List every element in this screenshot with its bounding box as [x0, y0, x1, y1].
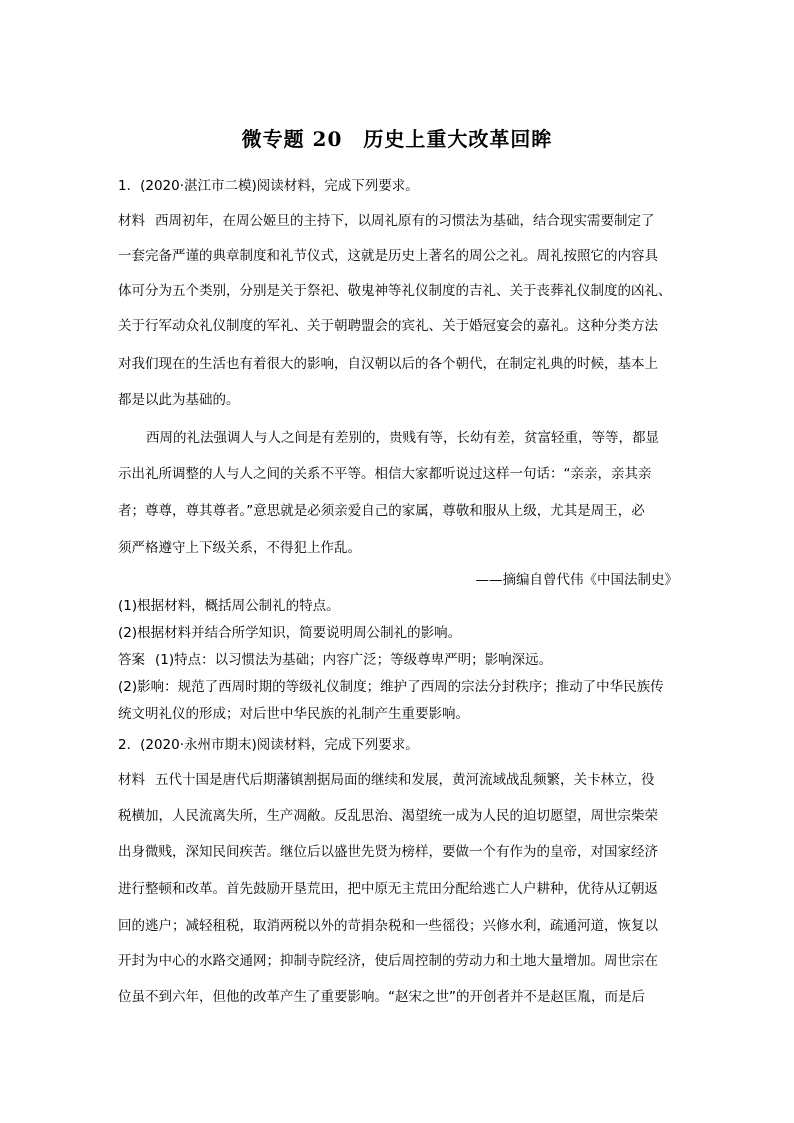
q2-material-line: 开封为中心的水路交通网；抑制寺院经济，使后周控制的劳动力和土地大量增加。周世宗在: [118, 953, 658, 969]
q1-material-line: 一套完备严谨的典章制度和礼节仪式，这就是历史上著名的周公之礼。周礼按照它的内容具: [118, 248, 658, 264]
q2-material-line: 进行整顿和改革。首先鼓励开垦荒田，把中原无主荒田分配给逃亡人户耕种，优待从辽朝返: [118, 881, 658, 897]
q2-material-line: 材料 五代十国是唐代后期藩镇割据局面的继续和发展，黄河流域战乱频繁，关卡林立，役: [118, 772, 655, 788]
answer-line: 统文明礼仪的形成；对后世中华民族的礼制产生重要影响。: [118, 706, 469, 722]
sub-question-2: (2)根据材料并结合所学知识，简要说明周公制礼的影响。: [118, 625, 462, 641]
q1-material-line: 材料 西周初年，在周公姬旦的主持下，以周礼原有的习惯法为基础，结合现实需要制定了: [118, 213, 655, 229]
answer-line: 答案 (1)特点：以习惯法为基础；内容广泛；等级尊卑严明；影响深远。: [118, 652, 553, 668]
q2-material-line: 出身微贱，深知民间疾苦。继位后以盛世先贤为榜样，要做一个有作为的皇帝，对国家经济: [118, 844, 658, 860]
material-label: 材料: [118, 772, 145, 788]
q1-material-line: 对我们现在的生活也有着很大的影响，自汉朝以后的各个朝代，在制定礼典的时候，基本上: [118, 356, 658, 372]
q1-paragraph-2-line: 示出礼所调整的人与人之间的关系不平等。相信大家都听说过这样一句话：“亲亲，亲其亲: [118, 466, 652, 482]
answer-label: 答案: [118, 652, 145, 668]
question-2-prompt: 2．(2020·永州市期末)阅读材料，完成下列要求。: [118, 737, 419, 753]
material-label: 材料: [118, 213, 145, 229]
q2-material-line: 税横加，人民流离失所，生产凋敝。反乱思治、渴望统一成为人民的迫切愿望，周世宗柴荣: [118, 808, 658, 824]
q1-material-line: 关于行军动众礼仪制度的军礼、关于朝聘盟会的宾礼、关于婚冠宴会的嘉礼。这种分类方法: [118, 318, 658, 334]
question-1-prompt: 1．(2020·湛江市二模)阅读材料，完成下列要求。: [118, 178, 419, 194]
q1-paragraph-2-line: 西周的礼法强调人与人之间是有差别的，贵贱有等，长幼有差，贫富轻重，等等，都显: [146, 430, 659, 446]
q2-material-line: 位虽不到六年，但他的改革产生了重要影响。“赵宋之世”的开创者并不是赵匡胤，而是后: [118, 989, 645, 1005]
q1-paragraph-2-line: 须严格遵守上下级关系，不得犯上作乱。: [118, 540, 361, 556]
q2-material-line: 回的逃户；减轻租税，取消两税以外的苛捐杂税和一些徭役；兴修水利，疏通河道，恢复以: [118, 918, 658, 934]
page-title: 微专题 20 历史上重大改革回眸: [241, 127, 553, 151]
q1-material-line: 体可分为五个类别，分别是关于祭祀、敬鬼神等礼仪制度的吉礼、关于丧葬礼仪制度的凶礼、: [118, 283, 672, 299]
source-citation: ——摘编自曾代伟《中国法制史》: [475, 572, 678, 588]
q1-material-line: 都是以此为基础的。: [118, 392, 240, 408]
answer-line: (2)影响：规范了西周时期的等级礼仪制度；维护了西周的宗法分封秩序；推动了中华民族传: [118, 679, 664, 695]
q1-paragraph-2-line: 者；尊尊，尊其尊者。”意思就是必须亲爱自己的家属，尊敬和服从上级，尤其是周王，必: [118, 503, 645, 519]
sub-question-1: (1)根据材料，概括周公制礼的特点。: [118, 598, 340, 614]
